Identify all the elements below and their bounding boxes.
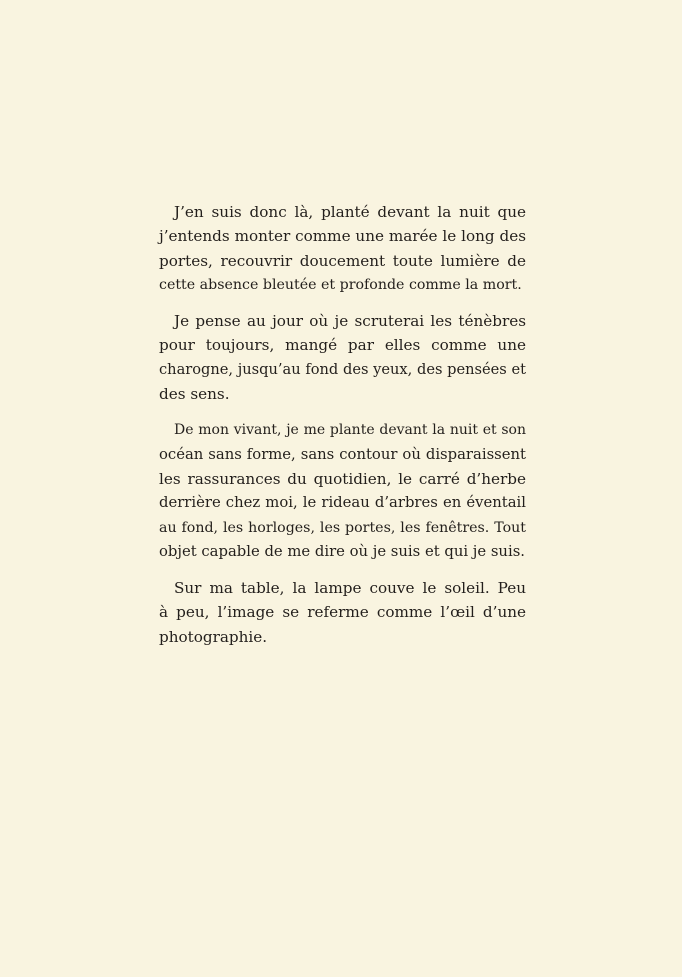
text-line: photographie.: [159, 627, 268, 646]
text-line: Sur ma table, la lampe couve le soleil. Peu: [174, 579, 526, 598]
paragraph-2: [159, 309, 526, 406]
text-line: charogne, jusqu’au fond des yeux, des pensées et: [159, 360, 526, 378]
paragraph-3: [159, 418, 526, 564]
text-line: à peu, l’image se referme comme l’œil d’une: [159, 603, 526, 622]
text-line: des sens.: [159, 385, 230, 404]
text-line: cette absence bleutée et profonde comme la mort.: [159, 276, 522, 293]
text-block: [159, 200, 526, 661]
text-line: pour toujours, mangé par elles comme une: [159, 336, 526, 355]
text-line: derrière chez moi, le rideau d’arbres en éventail: [159, 494, 526, 512]
paragraph-4: [159, 576, 526, 649]
text-line: Je pense au jour où je scruterai les ténèbres: [174, 312, 526, 331]
text-line: portes, recouvrir doucement toute lumière de: [159, 251, 526, 270]
text-line: j’entends monter comme une marée le long des: [159, 227, 526, 246]
text-line: objet capable de me dire où je suis et qui je suis.: [159, 542, 525, 560]
text-line: De mon vivant, je me plante devant la nuit et son: [174, 422, 526, 439]
text-line: les rassurances du quotidien, le carré d’herbe: [159, 469, 526, 488]
text-line: océan sans forme, sans contour où disparaissent: [159, 445, 526, 463]
text-line: J’en suis donc là, planté devant la nuit que: [174, 203, 526, 221]
text-line: au fond, les horloges, les portes, les fenêtres. Tout: [159, 519, 526, 536]
paragraph-1: [159, 200, 526, 297]
